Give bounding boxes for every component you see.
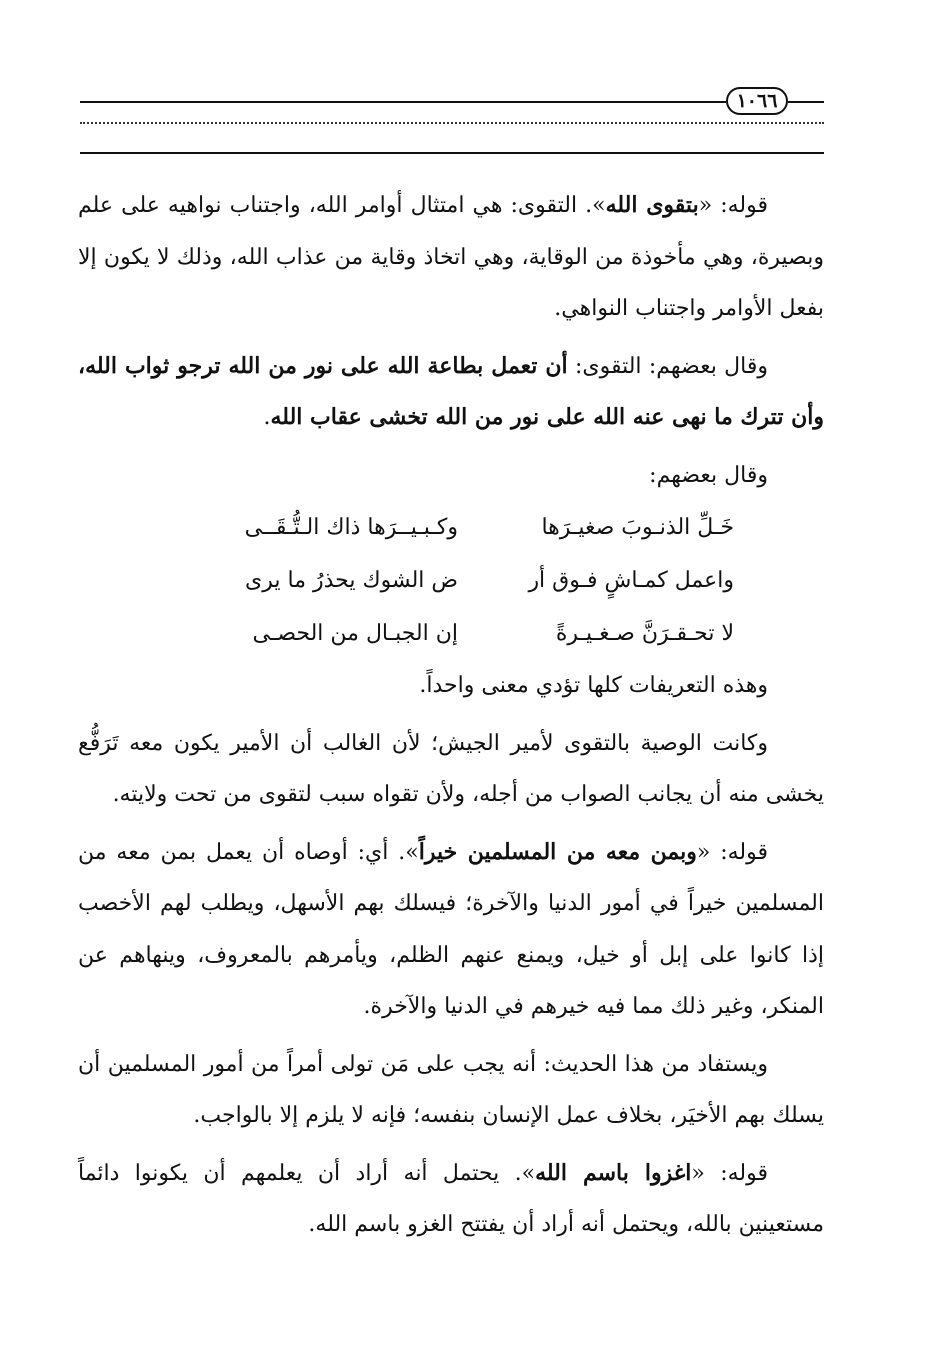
header-rule-left bbox=[80, 101, 726, 103]
paragraph-1: قوله: «بتقوى الله». التقوى: هي امتثال أوامر الله، واجتناب نواهيه على علم وبصيرة، وهي مأخوذة من الوقاية، وهي اتخاذ وقاية من عذاب الله، وذلك لا يكون إلا بفعل الأوامر واجتناب النواهي. bbox=[78, 192, 824, 321]
paragraph-3: وهذه التعريفات كلها تؤدي معنى واحداً. bbox=[419, 673, 768, 698]
paragraph-5: قوله: «وبمن معه من المسلمين خيراً». أي: أوصاه أن يعمل بمن معه من المسلمين خيراً في أمور الدنيا والآخرة؛ فيسلك بهم الأسهل، ويطلب لهم الأخصب إذا كانوا على إبل أو خيل، ويمنع عنهم الظلم، ويأمرهم بالمعروف، وينهاهم عن المنكر، وغير ذلك مما فيه خيرهم في الدنيا والآخرة. bbox=[78, 838, 824, 1019]
verse-first-half: واعمل كمـاشٍ فـوق أر bbox=[528, 568, 734, 593]
quote-bold: أن تعمل بطاعة الله على نور من الله ترجو ثواب الله، وأن تترك ما نهى عنه الله على نور من الله تخشى عقاب الله bbox=[78, 352, 824, 430]
verse-second-half: ض الشوك يحذرُ ما يرى bbox=[245, 568, 458, 593]
paragraph-2: وقال بعضهم: التقوى: أن تعمل بطاعة الله على نور من الله ترجو ثواب الله، وأن تترك ما نهى عنه الله على نور من الله تخشى عقاب الله. bbox=[78, 352, 824, 430]
poem-verse bbox=[78, 607, 824, 660]
header-rule-bottom bbox=[80, 152, 824, 154]
paragraph-4: وكانت الوصية بالتقوى لأمير الجيش؛ لأن الغالب أن الأمير يكون معه تَرَفُّع يخشى منه أن يجانب الصواب من أجله، ولأن تقواه سبب لتقوى من تحت ولايته. bbox=[78, 730, 824, 807]
poem-intro: وقال بعضهم: bbox=[649, 462, 768, 488]
quote-bold: اغزوا باسم الله bbox=[535, 1159, 692, 1186]
verse-second-half: إن الجبـال من الحصـى bbox=[252, 621, 458, 646]
poem bbox=[78, 501, 824, 660]
dotted-divider bbox=[80, 122, 824, 134]
quote-bold: بتقوى الله bbox=[605, 192, 699, 218]
verse-first-half: لا تحـقـرَنَّ صـغـيـرةً bbox=[555, 621, 734, 646]
paragraph-7: قوله: «اغزوا باسم الله». يحتمل أنه أراد أن يعلمهم أن يكونوا دائماً مستعينين بالله، ويحتمل أنه أراد أن يفتتح الغزو باسم الله. bbox=[78, 1159, 824, 1237]
poem-verse bbox=[78, 501, 824, 554]
quote-bold: وبمن معه من المسلمين خيراً bbox=[418, 838, 697, 865]
header-rule-right bbox=[788, 101, 824, 103]
verse-second-half: وكـبـيــرَها ذاك الـتُّـقَــى bbox=[244, 515, 458, 540]
verse-first-half: خَـلِّ الذنـوبَ صغيـرَها bbox=[541, 515, 734, 540]
paragraph-6: ويستفاد من هذا الحديث: أنه يجب على مَن تولى أمراً من أمور المسلمين أن يسلك بهم الأخيَر، بخلاف عمل الإنسان بنفسه؛ فإنه لا يلزم إلا بالواجب. bbox=[78, 1051, 824, 1128]
page-number: ١٠٦٦ bbox=[726, 87, 788, 115]
page-body bbox=[78, 180, 824, 1257]
poem-verse bbox=[78, 554, 824, 607]
